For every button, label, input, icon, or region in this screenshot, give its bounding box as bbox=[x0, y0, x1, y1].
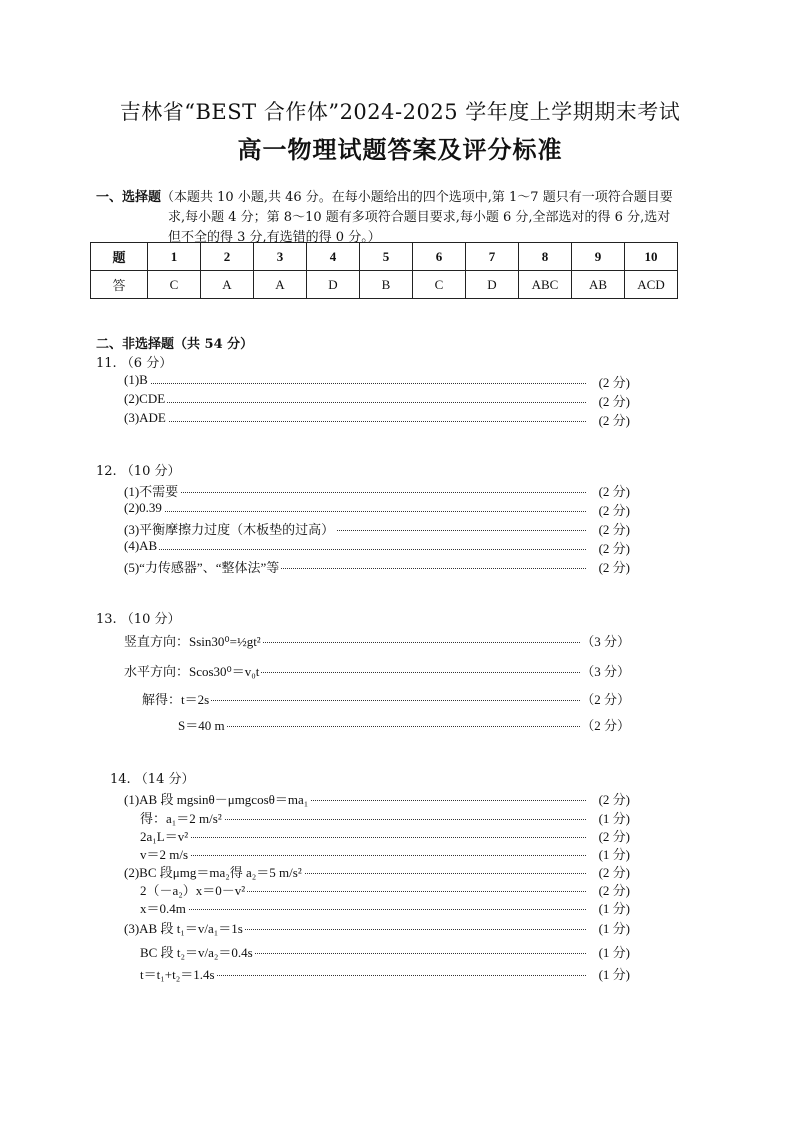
score-text: (2 分) bbox=[599, 500, 630, 519]
answer-line bbox=[124, 862, 630, 881]
section1-note-3: 但不全的得 3 分,有选错的得 0 分。） bbox=[168, 230, 381, 245]
question-number: 7 bbox=[466, 243, 519, 271]
answer-text: (1)不需要 bbox=[124, 481, 180, 500]
answer-cell: AB bbox=[572, 271, 625, 299]
score-text: （3 分） bbox=[581, 631, 630, 650]
answer-cell: C bbox=[148, 271, 201, 299]
answer-text: (3)AB 段 t₁＝v/a₁＝1s bbox=[124, 918, 245, 937]
question-number: 4 bbox=[307, 243, 360, 271]
q12-heading: 12. （10 分） bbox=[96, 464, 181, 479]
score-text: (2 分) bbox=[599, 557, 630, 576]
answer-cell: C bbox=[413, 271, 466, 299]
score-text: (1 分) bbox=[599, 808, 630, 827]
section1-intro bbox=[96, 188, 716, 248]
answer-line bbox=[124, 391, 630, 410]
answer-cell: D bbox=[466, 271, 519, 299]
answer-line bbox=[140, 898, 630, 917]
answer-text: t＝t₁+t₂＝1.4s bbox=[140, 964, 217, 983]
answer-cell: A bbox=[254, 271, 307, 299]
section2-heading: 二、非选择题（共 54 分） bbox=[96, 337, 254, 352]
answer-text: BC 段 t₂＝v/a₂＝0.4s bbox=[140, 942, 255, 961]
answer-line bbox=[124, 481, 630, 500]
score-text: （3 分） bbox=[581, 661, 630, 680]
question-number: 8 bbox=[519, 243, 572, 271]
answer-line bbox=[142, 689, 630, 708]
answer-text: (4)AB bbox=[124, 538, 158, 553]
score-text: (2 分) bbox=[599, 391, 630, 410]
answer-text: (1)AB 段 mgsinθ－μmgcosθ＝ma₁ bbox=[124, 789, 310, 808]
score-text: (2 分) bbox=[599, 862, 630, 881]
answer-line bbox=[140, 964, 630, 983]
answer-text: 水平方向：Scos30⁰＝v₀t bbox=[124, 661, 261, 680]
q11-heading: 11. （6 分） bbox=[96, 356, 173, 371]
answer-line bbox=[140, 942, 630, 961]
answer-text: 竖直方向：Ssin30⁰=½gt² bbox=[124, 631, 263, 650]
section1-heading: 一、选择题 bbox=[96, 190, 162, 205]
question-number: 2 bbox=[201, 243, 254, 271]
score-text: (2 分) bbox=[599, 826, 630, 845]
exam-title: 吉林省“BEST 合作体”2024-2025 学年度上学期期末考试 bbox=[119, 100, 681, 124]
answer-line bbox=[140, 844, 630, 863]
answer-line bbox=[140, 808, 630, 827]
answer-text: S＝40 m bbox=[178, 715, 227, 734]
question-number: 3 bbox=[254, 243, 307, 271]
question-number: 10 bbox=[625, 243, 678, 271]
answer-line bbox=[178, 715, 630, 734]
score-text: (1 分) bbox=[599, 844, 630, 863]
answer-text: 2（－a₂）x＝0－v² bbox=[140, 880, 247, 899]
question-number: 9 bbox=[572, 243, 625, 271]
score-text: （2 分） bbox=[581, 715, 630, 734]
answer-text: v＝2 m/s bbox=[140, 844, 190, 863]
answer-line bbox=[124, 519, 630, 538]
answer-text: (3)平衡摩擦力过度（木板垫的过高） bbox=[124, 519, 336, 538]
section1-note-1: （本题共 10 小题,共 46 分。在每小题给出的四个选项中,第 1～7 题只有一项符合题目要 bbox=[161, 190, 673, 205]
answer-text: (2)0.39 bbox=[124, 500, 162, 515]
answer-text: (3)ADE bbox=[124, 410, 166, 425]
score-text: (2 分) bbox=[599, 880, 630, 899]
score-text: (1 分) bbox=[599, 918, 630, 937]
answer-line bbox=[140, 826, 630, 845]
row-label-answer: 答 bbox=[91, 271, 148, 299]
answer-text: 得：a₁＝2 m/s² bbox=[140, 808, 224, 827]
score-text: (1 分) bbox=[599, 898, 630, 917]
answer-line bbox=[124, 661, 630, 680]
section1-note-2: 求,每小题 4 分；第 8～10 题有多项符合题目要求,每小题 6 分,全部选对的得 6 分,选对 bbox=[168, 210, 671, 225]
q14-heading: 14. （14 分） bbox=[110, 772, 195, 787]
answer-line bbox=[124, 918, 630, 937]
table-row-numbers bbox=[91, 243, 678, 271]
answer-text: x＝0.4m bbox=[140, 898, 188, 917]
score-text: (2 分) bbox=[599, 789, 630, 808]
answer-text: (1)B bbox=[124, 372, 148, 387]
question-number: 6 bbox=[413, 243, 466, 271]
answer-key-subtitle: 高一物理试题答案及评分标准 bbox=[237, 135, 563, 164]
answer-cell: D bbox=[307, 271, 360, 299]
answer-text: (5)“力传感器”、“整体法”等 bbox=[124, 557, 281, 576]
score-text: (2 分) bbox=[599, 372, 630, 391]
answer-line bbox=[124, 557, 630, 576]
q13-heading: 13. （10 分） bbox=[96, 612, 181, 627]
score-text: (2 分) bbox=[599, 519, 630, 538]
answer-line bbox=[124, 500, 630, 519]
answer-cell: ACD bbox=[625, 271, 678, 299]
table-row-answers bbox=[91, 271, 678, 299]
question-number: 1 bbox=[148, 243, 201, 271]
answer-line bbox=[124, 410, 630, 429]
score-text: (2 分) bbox=[599, 538, 630, 557]
answer-line bbox=[124, 631, 630, 650]
answer-line bbox=[124, 789, 630, 808]
answer-table bbox=[90, 242, 678, 299]
answer-text: 2a₁L＝v² bbox=[140, 826, 190, 845]
answer-cell: B bbox=[360, 271, 413, 299]
answer-cell: ABC bbox=[519, 271, 572, 299]
score-text: （2 分） bbox=[581, 689, 630, 708]
answer-text: (2)CDE bbox=[124, 391, 166, 406]
answer-line bbox=[140, 880, 630, 899]
answer-text: 解得：t＝2s bbox=[142, 689, 211, 708]
answer-cell: A bbox=[201, 271, 254, 299]
score-text: (2 分) bbox=[599, 481, 630, 500]
answer-text: (2)BC 段μmg＝ma₂得 a₂＝5 m/s² bbox=[124, 862, 304, 881]
row-label-question: 题 bbox=[91, 243, 148, 271]
score-text: (2 分) bbox=[599, 410, 630, 429]
score-text: (1 分) bbox=[599, 942, 630, 961]
answer-line bbox=[124, 372, 630, 391]
score-text: (1 分) bbox=[599, 964, 630, 983]
question-number: 5 bbox=[360, 243, 413, 271]
answer-line bbox=[124, 538, 630, 557]
